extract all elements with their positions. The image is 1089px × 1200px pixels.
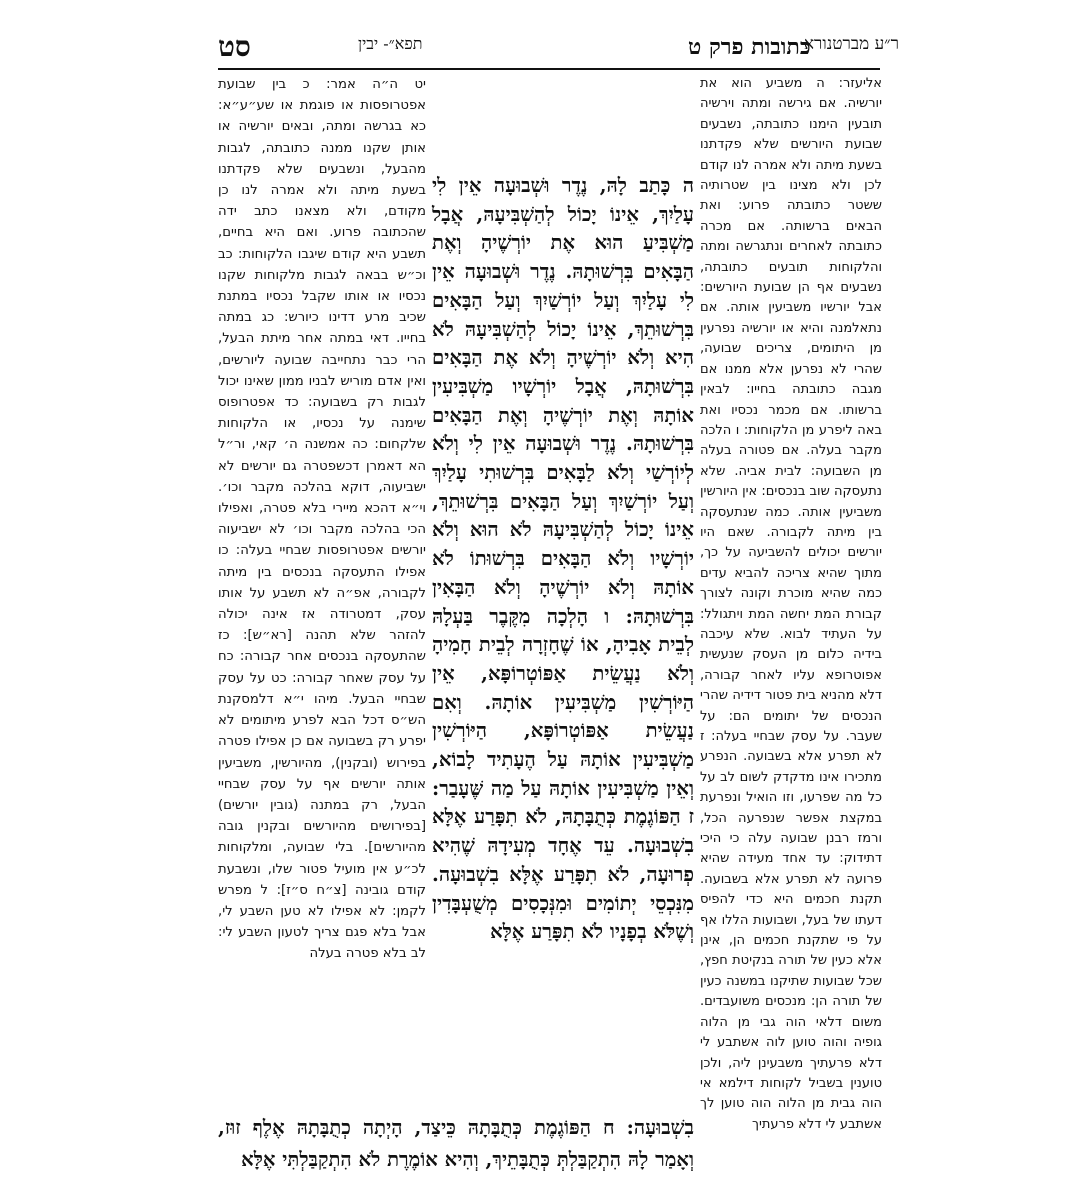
header-year-range: תפא״- יבין	[358, 34, 423, 53]
mishnah-text: ה כָּתַב לָהּ, נֶדֶר וּשְׁבוּעָה אֵין לִי עָלַיִךְ, אֵינוֹ יָכוֹל לְהַשְׁבִּיעָהּ, אֲבָל מַשְׁבִּיעַ הוּא אֶת יוֹרְשֶׁיהָ וְאֶת הַבָּאִים בִּרְשׁוּתָהּ. נֶדֶר וּשְׁבוּעָה אֵין לִי עָלַיִךְ וְעַל יוֹרְשַׁיִךְ וְעַל הַבָּאִים בִּרְשׁוּתֵךְ, אֵינוֹ יָכוֹל לְהַשְׁבִּיעָהּ לֹא הִיא וְלֹא יוֹרְשֶׁיהָ וְלֹא אֶת הַבָּאִים בִּרְשׁוּתָהּ, אֲבָל יוֹרְשָׁיו מַשְׁבִּיעִין אוֹתָהּ וְאֶת יוֹרְשֶׁיהָ וְאֶת הַבָּאִים בִּרְשׁוּתָהּ. נֶדֶר וּשְׁבוּעָה אֵין לִי וְלֹא לְיוֹרְשַׁי וְלֹא לַבָּאִים בִּרְשׁוּתִי עָלַיִךְ וְעַל יוֹרְשַׁיִךְ וְעַל הַבָּאִים בִּרְשׁוּתֵךְ, אֵינוֹ יָכוֹל לְהַשְׁבִּיעָהּ לֹא הוּא וְלֹא יוֹרְשָׁיו וְלֹא הַבָּאִים בִּרְשׁוּתוֹ לֹא אוֹתָהּ וְלֹא יוֹרְשֶׁיהָ וְלֹא הַבָּאִין בִּרְשׁוּתָהּ: ו הָלְכָה מִקֶּבֶר בַּעְלָהּ לְבֵית אָבִיהָ, אוֹ שֶׁחָזְרָה לְבֵית חָמִיהָ וְלֹא נַעֲשֵׂית אַפּוֹטְרוֹפָּא, אֵין הַיּוֹרְשִׁין מַשְׁבִּיעִין אוֹתָהּ. וְאִם נַעֲשֵׂית אַפּוֹטְרוֹפָּא, הַיּוֹרְשִׁין מַשְׁבִּיעִין אוֹתָהּ עַל הֶעָתִיד לָבוֹא, וְאֵין מַשְׁבִּיעִין אוֹתָהּ עַל מַה שֶּׁעָבַר: ז הַפּוֹגֶמֶת כְּתֻבָּתָהּ, לֹא תִפָּרַע אֶלָּא בִשְׁבוּעָה. עֵד אֶחָד מְעִידָהּ שֶׁהִיא פְרוּעָה, לֹא תִפָּרַע אֶלָּא בִשְׁבוּעָה. מִנִּכְסֵי יְתוֹמִים וּמִנְּכָסִים מְשֻׁעְבָּדִין וְשֶׁלֹּא בְפָנָיו לֹא תִפָּרַע אֶלָּא	[432, 174, 694, 944]
page-number: סט	[218, 30, 251, 63]
header-commentary-name: ר״ע מברטנורא	[803, 34, 899, 54]
header-divider	[218, 68, 880, 70]
page-header	[218, 34, 899, 68]
bartenura-commentary-column	[700, 74, 882, 1135]
mishnah-bottom-text: בִשְׁבוּעָה: ח הַפּוֹגֶמֶת כְּתֻבָּתָהּ כֵּיצַד, הָיְתָה כְתֻבָּתָהּ אֶלֶף זוּז, וְאָמַר לָהּ הִתְקַבַּלְתְּ כְּתֻבָּתֵיךְ, וְהִיא אוֹמֶרֶת לֹא הִתְקַבַּלְתִּי אֶלָּא	[218, 1116, 694, 1171]
mishnah-column	[432, 172, 694, 947]
tiferet-text: יט ה״ה אמר: כ בין שבועת אפטרופסות או פוגמת או שע״ע״א: כא בגרשה ומתה, ובאים יורשיה או אותן שקנו ממנה כתובתה, לגבות מהבעל, ונשבעים שלא פקדתנו בשעת מיתה ולא אמרה לנו כן מקודם, ולא מצאנו כתב ידה שהכתובה פרוע. ואם היא בחיים, תשבע היא קודם שיגבו הלקוחות: כב וכ״ש בבאה לגבות מלקוחות שקנו נכסיו או אותו שקבל נכסיו במתנת שכיב מרע דדינו כיורש: כג במתה בחייו. דאי במתה אחר מיתת הבעל, הרי כבר נתחייבה שבועה ליורשים, ואין אדם מוריש לבניו ממון שאינו יכול לגבות רק בשבועה: כד אפטרופוס שימנה על נכסיו, או הלקוחות שלקחום: כה אמשנה ה׳ קאי, ור״ל הא דאמרן דכשפטרה גם יורשים לא ישביעוה, דוקא בהלכה מקבר וכו׳. וי״א דהכא מיירי בלא פטרה, ואפילו הכי בהלכה מקבר וכו׳ לא ישביעוה יורשים אפטרופסות שבחיי בעלה: כו אפילו התעסקה בנכסים בין מיתה לקבורה, אפ״ה לא תשבע על אותו עסק, דמטרודה אז אינה יכולה להזהר שלא תהנה [רא״ש]: כז שהתעסקה בנכסים אחר קבורה: כח על עסק שאחר קבורה: כט על עסק שבחיי הבעל. מיהו י״א דלמסקנת הש״ס דכל הבא לפרע מיתומים לא יפרע רק בשבועה אם כן אפילו פטרה בפירוש (ובקנין), מהיורשין, משביעין אותה יורשים אף על עסק שבחיי הבעל, רק במתנה (גובין יורשים) [בפירושים מהיורשים ובקנין גובה מהיורשים]. בלי שבועה, ומלקוחות לכ״ע אין מועיל פטור שלו, ונשבעת קודם גובינה [צ״ח ס״ז]: ל מפרש לקמן: לא אפילו לא טען השבע לי, אבל בלא פגם צריך לטעון השבע לי: לב בלא פטרה בעלה	[218, 77, 426, 962]
header-title: כתובות פרק ט	[688, 34, 811, 60]
tiferet-commentary-column	[218, 74, 426, 965]
bartenura-text: אליעזר: ה משביע הוא את יורשיה. אם גירשה ומתה וירשיה תובעין הימנו כתובתה, נשבעים שבועת היורשים שלא פקדתנו בשעת מיתה ולא אמרה לנו קודם לכן ולא מצינו בין שטרותיה ששטר כתובתה פרוע: ואת הבאים ברשותה. אם מכרה כתובתה לאחרים ונתגרשה ומתה והלקוחות תובעים כתובתה, נשבעים אף הן שבועת היורשים: אבל יורשיו משביעין אותה. אם נתאלמנה והיא או יורשיה נפרעין מן היתומים, צריכים שבועה, שהרי לא נפרען אלא ממנו אם מגבה כתובתה בחייו: לבאין ברשותו. אם מכמר נכסיו ואת באה ליפרע מן הלקוחות: ו הלכה מקבר בעלה. אם פטורה בעלה מן השבועה: לבית אביה. שלא נתעסקה שוב בנכסים: אין היורשין משביעין אותה. כמה שנתעסקה בין מיתה לקבורה. שאם היו יורשים יכולים להשביעה על כך, מתוך שהיא צריכה להביא עדים כמה שהיא מוכרת וקונה לצורך קבורת המת יחשה המת ויתגולל: על העתיד לבוא. שלא עיכבה בידיה כלום מן העסק שנעשית אפוטרופא עליו לאחר קבורה, דלא מהניא בית פטור דידיה שהרי הנכסים של יתומים הם: על שעבר. על עסק שבחיי בעלה: ז לא תפרע אלא בשבועה. הנפרע מתכירו אינו מדקדק לשום לב על כל מה שפרעו, וזו הואיל ונפרעת במקצת אפשר שנפרעה הכל, ורמז רבנן שבועה עלה כי היכי דתידוק: עד אחד מעידה שהיא פרועה לא תפרע אלא בשבועה. תקנת חכמים היא כדי להפיס דעתו של בעל, ושבועות הללו אף על פי שתקנת חכמים הן, אינן אלא כעין של תורה בנקיטת חפץ, שכל שבועות שתיקנו במשנה כעין של תורה הן: מנכסים משועבדים. משום דלאי הוה גבי מן הלוה גופיה והוה טוען לוה אשתבע לי דלא פרעתיך משבעינן ליה, ולכן טוענין בשביל לקוחות דילמא אי הוה גבית מן הלוה הוה טוען לך אשתבע לי דלא פרעתיך	[700, 76, 882, 1132]
